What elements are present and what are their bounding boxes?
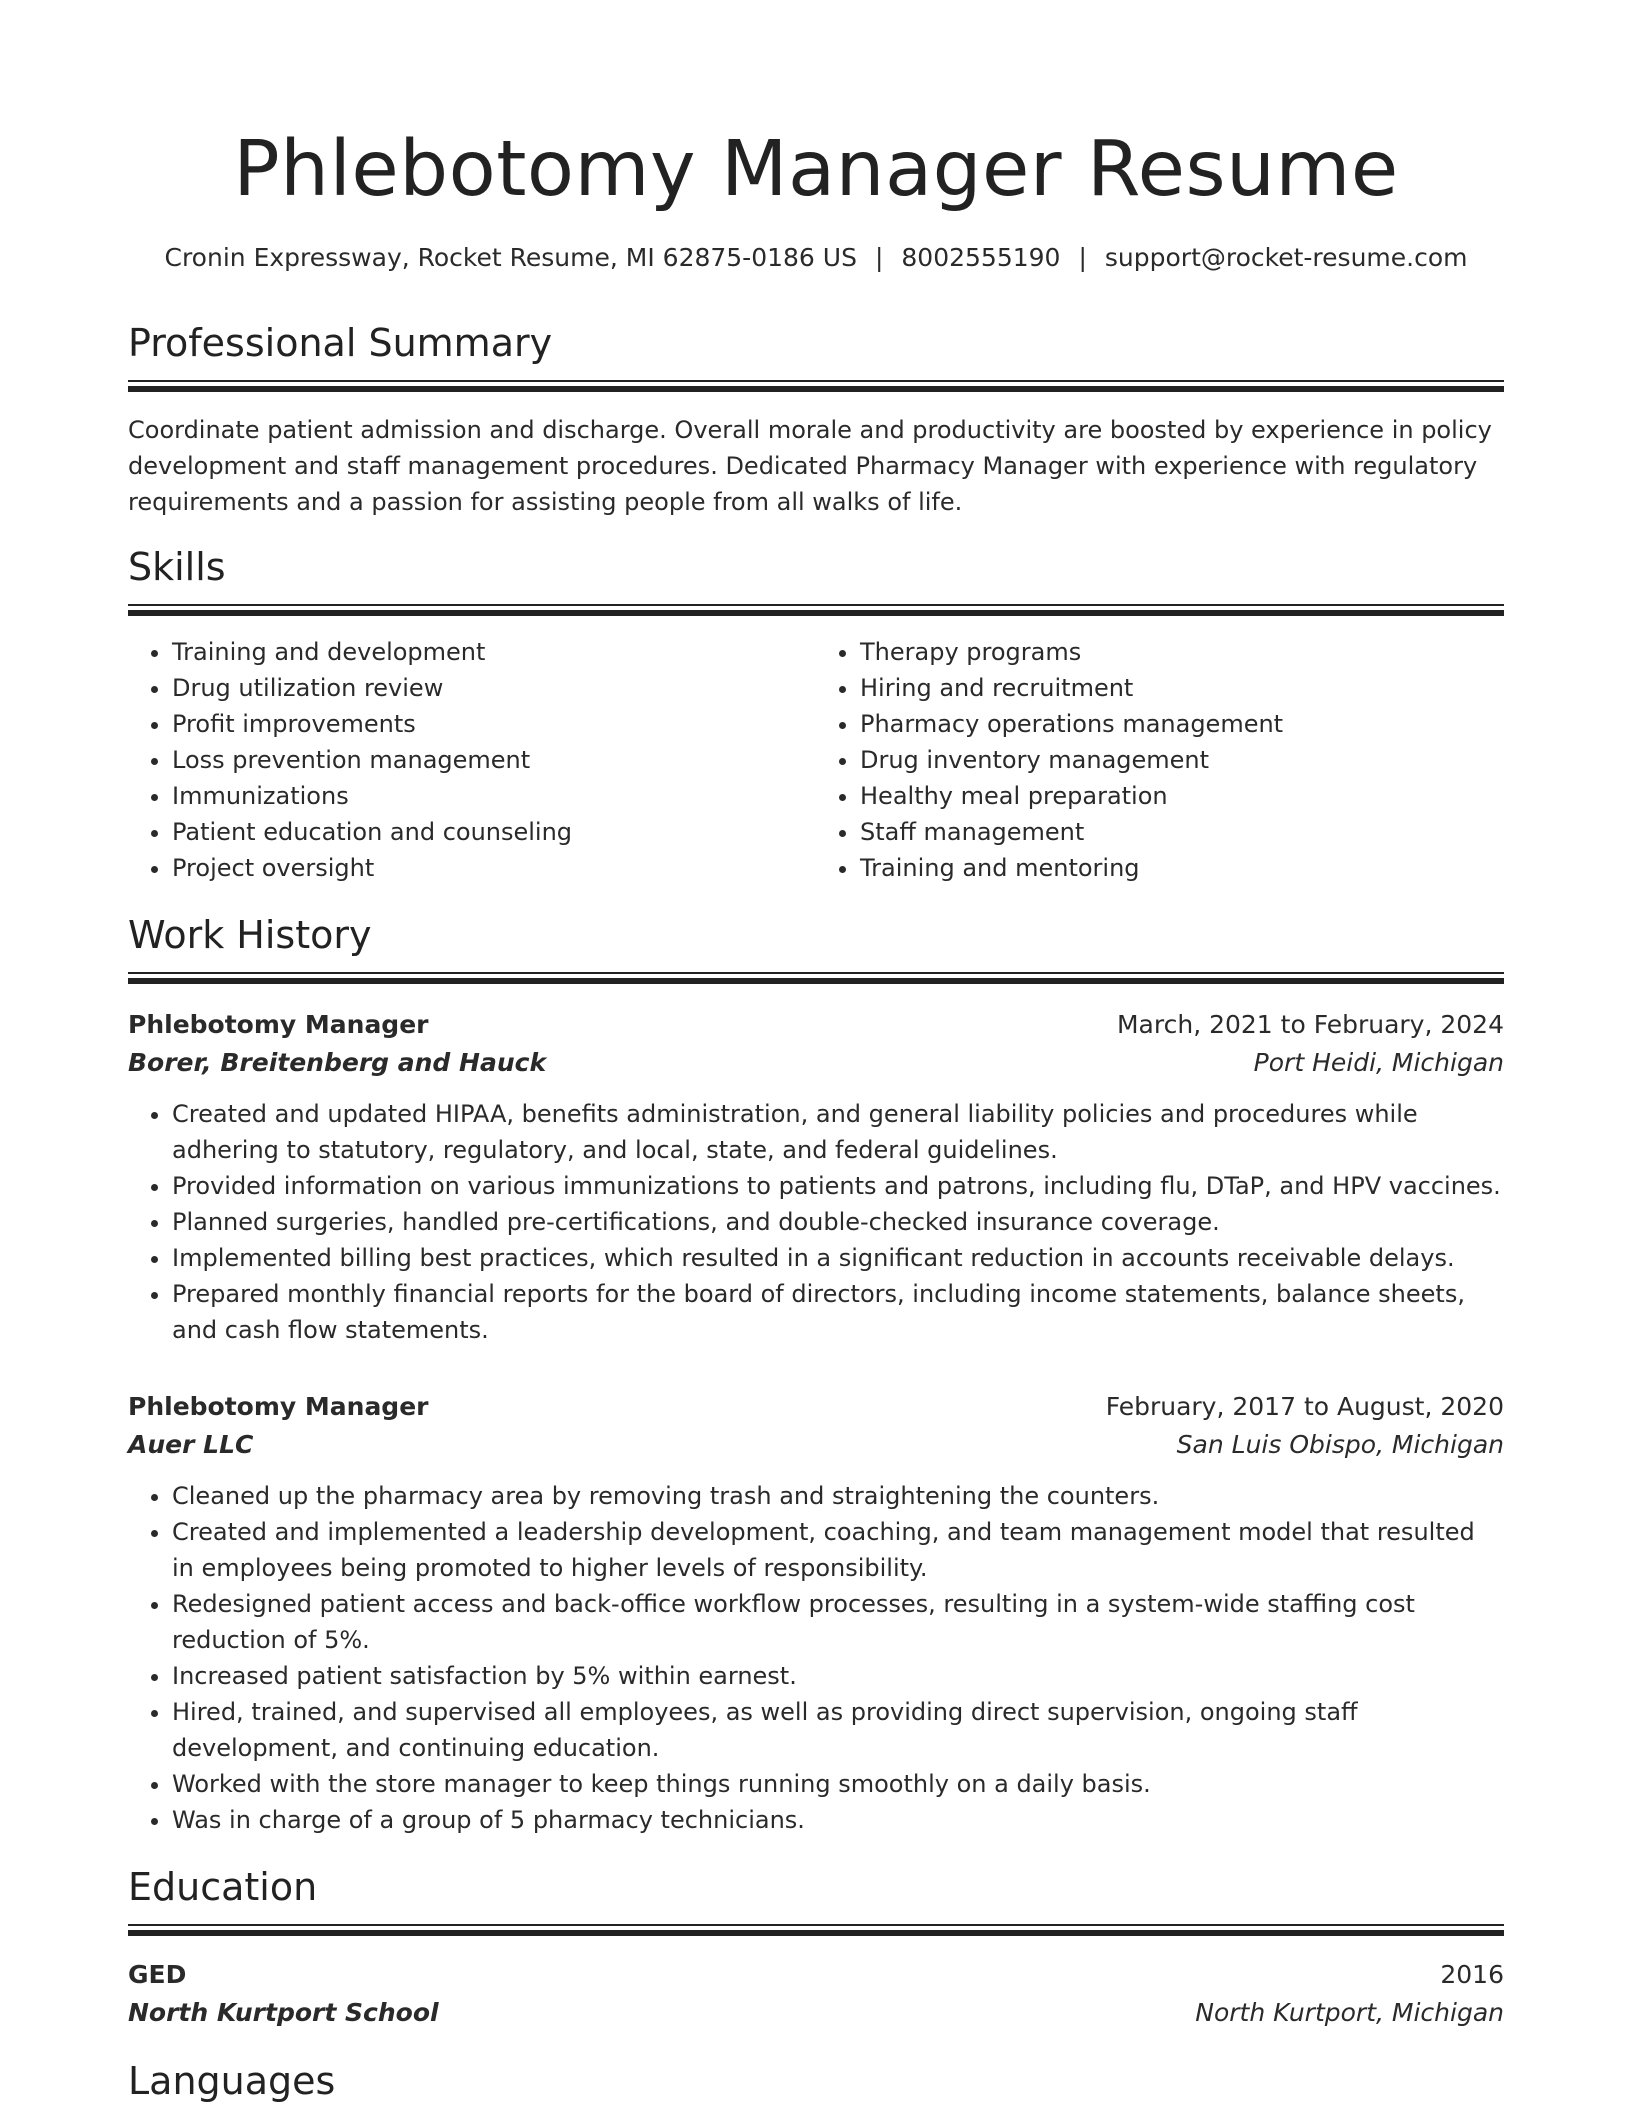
skill-item: • Staff management <box>860 814 1504 850</box>
skill-item: • Hiring and recruitment <box>860 670 1504 706</box>
contact-address: Cronin Expressway, Rocket Resume, MI 62875-0186 US <box>164 243 857 272</box>
job-duty: • Was in charge of a group of 5 pharmacy technicians. <box>172 1802 1504 1838</box>
skills-column-left <box>128 634 816 886</box>
section-divider <box>128 604 1504 616</box>
job-duties-list <box>128 1096 1504 1348</box>
skill-item: • Healthy meal preparation <box>860 778 1504 814</box>
summary-text: Coordinate patient admission and discharge. Overall morale and productivity are boosted by experience in policy development and staff management procedures. Dedicated Pharmacy Manager with experience with regulatory requirements and a passion for assisting people from all walks of life. <box>128 416 1492 516</box>
summary-section <box>128 320 1504 520</box>
job-title: Phlebotomy Manager <box>128 1392 429 1421</box>
skills-section <box>128 544 1504 886</box>
languages-section <box>128 2058 1504 2104</box>
work-history-heading: Work History <box>128 913 372 957</box>
section-divider <box>128 1924 1504 1936</box>
education-heading: Education <box>128 1865 318 1909</box>
skill-item: • Therapy programs <box>860 634 1504 670</box>
job-dates: March, 2021 to February, 2024 <box>1116 1010 1504 1039</box>
education-degree-row <box>128 1956 1504 1994</box>
job-company-row <box>128 1426 1504 1464</box>
job-duty: • Created and updated HIPAA, benefits administration, and general liability policies and procedures while adhering to statutory, regulatory, and local, state, and federal guidelines. <box>172 1096 1504 1168</box>
job-header-row <box>128 1006 1504 1044</box>
education-entry <box>128 1956 1504 2032</box>
contact-line <box>128 240 1504 276</box>
skill-item: • Drug inventory management <box>860 742 1504 778</box>
skill-item: • Patient education and counseling <box>172 814 816 850</box>
job-location: Port Heidi, Michigan <box>1253 1048 1504 1077</box>
education-degree: GED <box>128 1960 187 1989</box>
job-dates: February, 2017 to August, 2020 <box>1105 1392 1504 1421</box>
job-duty: • Increased patient satisfaction by 5% within earnest. <box>172 1658 1504 1694</box>
job-duty: • Worked with the store manager to keep things running smoothly on a daily basis. <box>172 1766 1504 1802</box>
job-company-row <box>128 1044 1504 1082</box>
contact-email: support@rocket-resume.com <box>1104 243 1468 272</box>
skills-grid <box>128 634 1504 886</box>
education-school-row <box>128 1994 1504 2032</box>
summary-heading: Professional Summary <box>128 321 553 365</box>
skill-item: • Pharmacy operations management <box>860 706 1504 742</box>
contact-phone: 8002555190 <box>901 243 1061 272</box>
skill-item: • Immunizations <box>172 778 816 814</box>
skill-item: • Profit improvements <box>172 706 816 742</box>
job-duty: • Implemented billing best practices, which resulted in a significant reduction in accounts receivable delays. <box>172 1240 1504 1276</box>
skills-heading: Skills <box>128 545 226 589</box>
contact-separator: | <box>1078 243 1087 272</box>
work-history-section <box>128 912 1504 1838</box>
job-duty: • Created and implemented a leadership development, coaching, and team management model that resulted in employees being promoted to higher levels of responsibility. <box>172 1514 1504 1586</box>
job-title: Phlebotomy Manager <box>128 1010 429 1039</box>
job-duty: • Provided information on various immunizations to patients and patrons, including flu, DTaP, and HPV vaccines. <box>172 1168 1504 1204</box>
education-section <box>128 1864 1504 2032</box>
job-duty: • Redesigned patient access and back-office workflow processes, resulting in a system-wide staffing cost reduction of 5%. <box>172 1586 1504 1658</box>
job-header-row <box>128 1388 1504 1426</box>
skills-column-right <box>816 634 1504 886</box>
job-company: Auer LLC <box>128 1430 254 1459</box>
education-school: North Kurtport School <box>128 1998 439 2027</box>
job-duty: • Prepared monthly financial reports for the board of directors, including income statements, balance sheets, and cash flow statements. <box>172 1276 1504 1348</box>
resume-title: Phlebotomy Manager Resume <box>233 125 1399 214</box>
job-entry <box>128 1388 1504 1838</box>
skill-item: • Training and mentoring <box>860 850 1504 886</box>
job-duty: • Planned surgeries, handled pre-certifications, and double-checked insurance coverage. <box>172 1204 1504 1240</box>
skill-item: • Loss prevention management <box>172 742 816 778</box>
skill-item: • Drug utilization review <box>172 670 816 706</box>
skill-item: • Project oversight <box>172 850 816 886</box>
skill-item: • Training and development <box>172 634 816 670</box>
education-location: North Kurtport, Michigan <box>1195 1998 1504 2027</box>
section-divider <box>128 380 1504 392</box>
job-location: San Luis Obispo, Michigan <box>1176 1430 1504 1459</box>
section-divider <box>128 972 1504 984</box>
job-duties-list <box>128 1478 1504 1838</box>
languages-heading: Languages <box>128 2059 336 2103</box>
contact-separator: | <box>874 243 884 272</box>
education-year: 2016 <box>1440 1960 1504 1989</box>
job-duty: • Cleaned up the pharmacy area by removing trash and straightening the counters. <box>172 1478 1504 1514</box>
job-duty: • Hired, trained, and supervised all employees, as well as providing direct supervision, ongoing staff development, and continuing education. <box>172 1694 1504 1766</box>
skills-list-right <box>816 634 1504 886</box>
skills-list-left <box>128 634 816 886</box>
job-company: Borer, Breitenberg and Hauck <box>128 1048 547 1077</box>
job-entry <box>128 1006 1504 1348</box>
